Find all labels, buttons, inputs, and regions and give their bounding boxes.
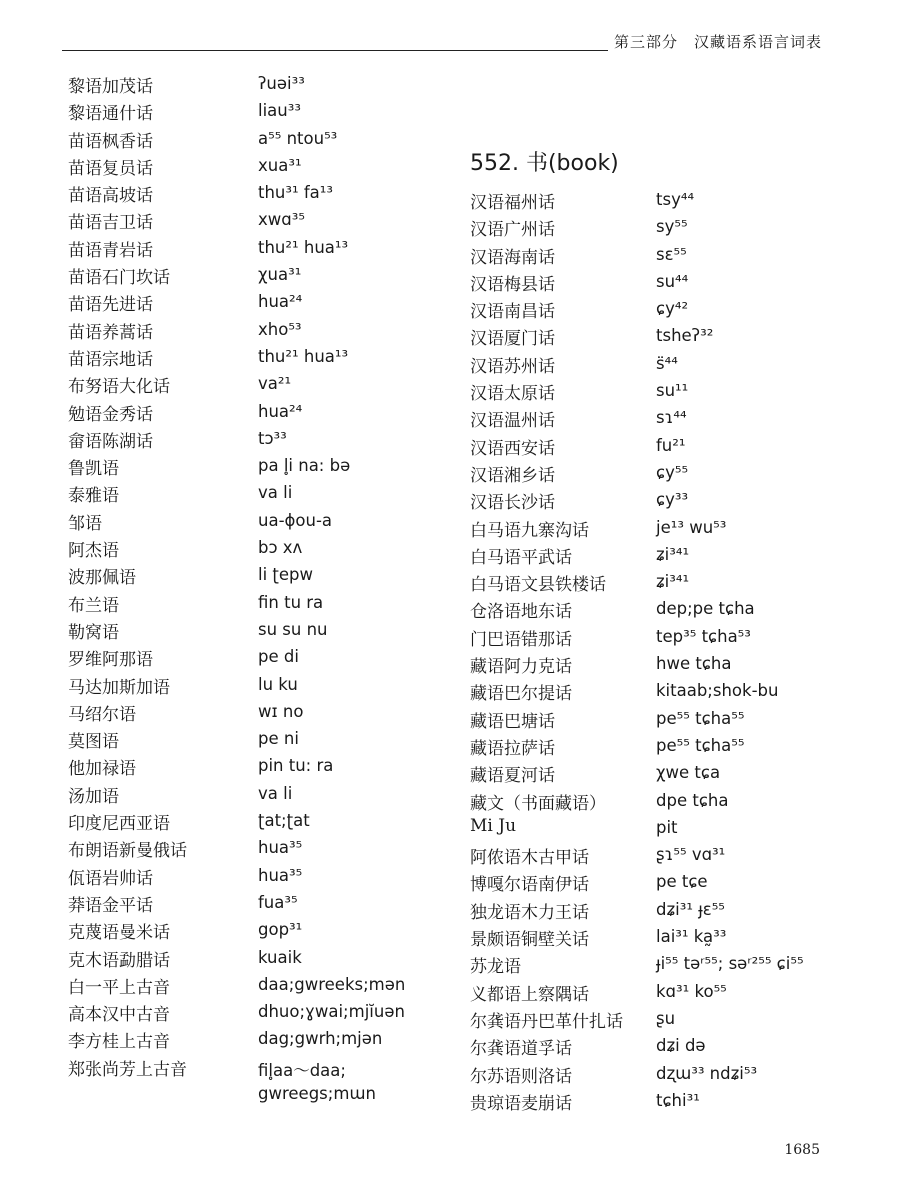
word-form: pe⁵⁵ tɕha⁵⁵: [656, 735, 745, 755]
word-form: xho⁵³: [258, 319, 302, 339]
language-name: 苗语吉卫话: [68, 213, 153, 234]
word-form: s̈⁴⁴: [656, 353, 678, 373]
word-form: a⁵⁵ ntou⁵³: [258, 128, 338, 148]
language-name: 博嘎尔语南伊话: [470, 875, 589, 896]
language-name: 苗语石门坎话: [68, 268, 170, 289]
language-name: 汉语梅县话: [470, 274, 555, 295]
language-name: 苗语青岩话: [68, 240, 153, 261]
language-name: 印度尼西亚语: [68, 814, 170, 835]
language-name: 汉语西安话: [470, 438, 555, 459]
word-form: dag;gwrh;mjən: [258, 1029, 383, 1049]
language-name: 布努语大化话: [68, 377, 170, 398]
language-name: 汤加语: [68, 786, 119, 807]
word-form: pe tɕe: [656, 872, 708, 892]
word-form: li ʈepw: [258, 565, 314, 585]
language-name: 克蔑语曼米话: [68, 923, 170, 944]
language-name: 罗维阿那语: [68, 650, 153, 671]
language-name: 藏语夏河话: [470, 766, 555, 787]
language-name: Mi Ju: [470, 815, 517, 836]
language-name: 阿侬语木古甲话: [470, 848, 589, 869]
word-form: tɔ³³: [258, 428, 287, 448]
word-form: tɕhi³¹: [656, 1090, 700, 1110]
language-name: 苏龙语: [470, 957, 521, 978]
word-form: pit: [656, 817, 678, 837]
language-name: 尔苏语则洛话: [470, 1066, 572, 1087]
word-form: sɛ⁵⁵: [656, 244, 687, 264]
language-name: 马绍尔语: [68, 704, 136, 725]
word-form: pe di: [258, 647, 299, 667]
language-name: 勒窝语: [68, 622, 119, 643]
language-name: 苗语复员话: [68, 158, 153, 179]
word-form: kɑ³¹ ko⁵⁵: [656, 981, 727, 1001]
word-form: liau³³: [258, 101, 301, 121]
language-name: 景颇语铜壁关话: [470, 930, 589, 951]
language-name: 克木语勐腊话: [68, 950, 170, 971]
word-form: ɕy³³: [656, 490, 689, 510]
word-form: dʐɯ³³ ndʑi⁵³: [656, 1063, 758, 1083]
word-form: kitaab;shok-bu: [656, 681, 779, 701]
word-form: ʂɿ⁵⁵ vɑ³¹: [656, 845, 726, 865]
word-form: thu²¹ hua¹³: [258, 346, 349, 366]
language-name: 藏语巴塘话: [470, 711, 555, 732]
word-form: va li: [258, 483, 293, 503]
word-form: xwɑ³⁵: [258, 210, 305, 230]
word-form: ɟi⁵⁵ təʳ⁵⁵; səʳ²⁵⁵ ɕi⁵⁵: [656, 954, 804, 974]
language-name: 阿杰语: [68, 541, 119, 562]
word-form: sɿ⁴⁴: [656, 408, 687, 428]
language-name: 黎语通什话: [68, 104, 153, 125]
language-name: 马达加斯加语: [68, 677, 170, 698]
language-name: 莽语金平话: [68, 895, 153, 916]
word-form: su⁴⁴: [656, 271, 689, 291]
word-form: va²¹: [258, 374, 292, 394]
language-name: 汉语长沙话: [470, 493, 555, 514]
language-name: 高本汉中古音: [68, 1005, 170, 1026]
language-name: 白马语文县铁楼话: [470, 575, 606, 596]
word-form: hua³⁵: [258, 838, 303, 858]
word-form: fin tu ra: [258, 592, 324, 612]
word-form: tsy⁴⁴: [656, 190, 695, 209]
language-name: 莫图语: [68, 732, 119, 753]
word-form: pin tu: ra: [258, 756, 334, 776]
language-name: 苗语养蒿话: [68, 322, 153, 343]
word-form: sy⁵⁵: [656, 217, 688, 237]
word-form: fil̥aa～daa;: [258, 1060, 346, 1080]
language-name: 汉语苏州话: [470, 356, 555, 377]
word-form: ʑi³⁴¹: [656, 544, 690, 564]
language-name: 郑张尚芳上古音: [68, 1059, 187, 1080]
word-form: χua³¹: [258, 265, 302, 285]
word-form: ʑi³⁴¹: [656, 572, 690, 592]
word-form: lu ku: [258, 674, 298, 694]
language-name: 汉语太原话: [470, 384, 555, 405]
word-form: dpe tɕha: [656, 790, 729, 810]
word-form: fu²¹: [656, 435, 686, 455]
language-name: 藏语阿力克话: [470, 657, 572, 678]
language-name: 义都语上察隅话: [470, 984, 589, 1005]
word-form: va li: [258, 783, 293, 803]
language-name: 汉语福州话: [470, 193, 555, 213]
word-form: ɕy⁴²: [656, 299, 689, 319]
language-name: 尔龚语道孚话: [470, 1039, 572, 1060]
language-name: 苗语枫香话: [68, 131, 153, 152]
word-form: ɕy⁵⁵: [656, 462, 689, 482]
word-form: ʔuəi³³: [258, 74, 305, 93]
word-form: dʑi³¹ ɟɛ⁵⁵: [656, 899, 725, 919]
word-form: thu³¹ fa¹³: [258, 183, 334, 203]
language-name: 泰雅语: [68, 486, 119, 507]
word-form: bɔ xʌ: [258, 538, 303, 558]
word-form: hua²⁴: [258, 401, 303, 421]
word-form: pe⁵⁵ tɕha⁵⁵: [656, 708, 745, 728]
word-form: kuaik: [258, 947, 302, 967]
word-form: hwe tɕha: [656, 654, 732, 674]
word-form: su su nu: [258, 619, 328, 639]
language-name: 白一平上古音: [68, 977, 170, 998]
language-name: 仓洛语地东话: [470, 602, 572, 623]
word-form: dep;pe tɕha: [656, 599, 755, 619]
word-form: tsheʔ³²: [656, 326, 714, 346]
language-name: 黎语加茂话: [68, 77, 153, 97]
word-form: su¹¹: [656, 381, 689, 401]
language-name: 藏语拉萨话: [470, 738, 555, 759]
language-name: 他加禄语: [68, 759, 136, 780]
word-form: pa l̥i na: bə: [258, 456, 351, 476]
language-name: 佤语岩帅话: [68, 868, 153, 889]
language-name: 汉语湘乡话: [470, 465, 555, 486]
page-header: [62, 28, 822, 56]
word-form: wɪ no: [258, 701, 304, 721]
language-name: 独龙语木力王话: [470, 902, 589, 923]
language-name: 尔龚语丹巴革什扎话: [470, 1011, 623, 1032]
word-form: tep³⁵ tɕha⁵³: [656, 626, 751, 646]
language-name: 门巴语错那话: [470, 629, 572, 650]
language-name: 苗语先进话: [68, 295, 153, 316]
word-form: je¹³ wu⁵³: [656, 517, 727, 537]
word-form: ʂu: [656, 1008, 676, 1028]
language-name: 白马语平武话: [470, 547, 572, 568]
word-form: daa;gwreeks;mən: [258, 974, 406, 994]
language-name: 贵琼语麦崩话: [470, 1093, 572, 1114]
page-number: 1685: [784, 1142, 820, 1158]
language-name: 藏文（书面藏语）: [470, 793, 606, 814]
word-form: pe ni: [258, 729, 299, 749]
language-name: 藏语巴尔提话: [470, 684, 572, 705]
language-name: 邹语: [68, 513, 102, 534]
language-name: 勉语金秀话: [68, 404, 153, 425]
word-form: ua-ɸou-a: [258, 510, 333, 530]
language-name: 李方桂上古音: [68, 1032, 170, 1053]
word-form: gop³¹: [258, 920, 303, 940]
word-form: dhuo;ɣwai;mjĭuən: [258, 1002, 405, 1022]
language-name: 苗语高坡话: [68, 186, 153, 207]
language-name: 汉语广州话: [470, 220, 555, 241]
word-form: fua³⁵: [258, 892, 298, 912]
language-name: 苗语宗地话: [68, 349, 153, 370]
word-form: hua²⁴: [258, 292, 303, 312]
language-name: 白马语九寨沟话: [470, 520, 589, 541]
language-name: 波那佩语: [68, 568, 136, 589]
word-form: hua³⁵: [258, 865, 303, 885]
language-name: 鲁凯语: [68, 459, 119, 480]
section-title: 552. 书(book): [470, 151, 619, 176]
language-name: 布朗语新曼俄话: [68, 841, 187, 862]
word-form: lai³¹ ka̰³³: [656, 927, 727, 947]
language-name: 汉语温州话: [470, 411, 555, 432]
language-name: 畲语陈湖话: [68, 431, 153, 452]
word-form: ʈat;ʈat: [258, 811, 310, 831]
word-form: gwreegs;mɯn: [258, 1083, 376, 1103]
language-name: 汉语厦门话: [470, 329, 555, 350]
header-title: 第三部分 汉藏语系语言词表: [608, 31, 822, 52]
word-form: χwe tɕa: [656, 763, 721, 783]
word-form: xua³¹: [258, 155, 302, 175]
language-name: 汉语海南话: [470, 247, 555, 268]
word-form: dʑi də: [656, 1036, 706, 1056]
word-form: thu²¹ hua¹³: [258, 237, 349, 257]
language-name: 布兰语: [68, 595, 119, 616]
language-name: 汉语南昌话: [470, 302, 555, 323]
